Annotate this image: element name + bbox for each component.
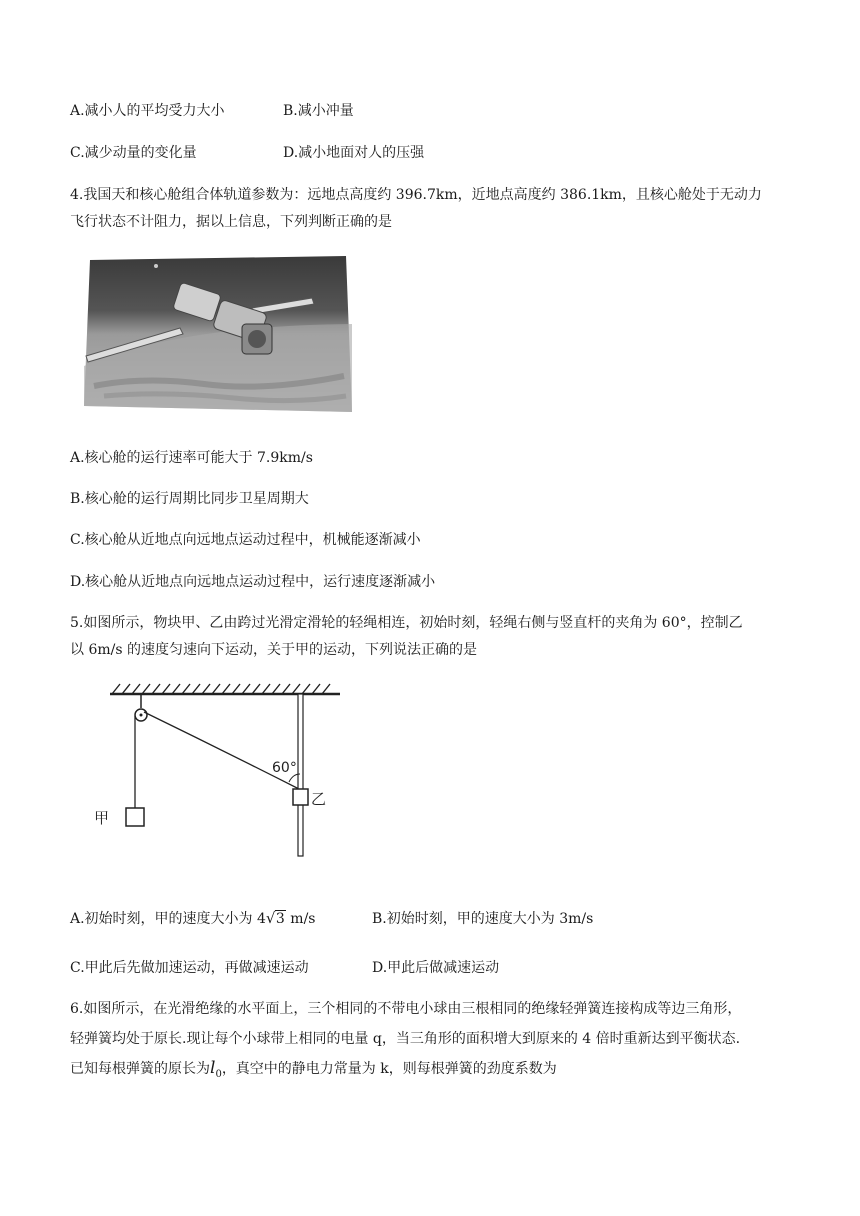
spring-length-subscript: 0 <box>215 1069 222 1080</box>
q4-option-b: B.核心舱的运行周期比同步卫星周期大 <box>70 491 309 507</box>
label-jia: 甲 <box>94 809 110 827</box>
angle-label: 60° <box>272 760 297 776</box>
q4-option-a: A.核心舱的运行速率可能大于 7.9km/s <box>70 450 313 466</box>
label-yi: 乙 <box>311 790 327 808</box>
q6-stem-line3 <box>70 1058 557 1080</box>
q4-stem-line1: 4.我国天和核心舱组合体轨道参数为：远地点高度约 396.7km，近地点高度约 386.1km，且核心舱处于无动力 <box>70 187 762 203</box>
q4-stem-line2: 飞行状态不计阻力，据以上信息，下列判断正确的是 <box>70 214 392 230</box>
q5-option-a-unit: m/s <box>285 911 316 927</box>
q3-option-c: C.减少动量的变化量 <box>70 145 197 161</box>
q6-stem-line2: 轻弹簧均处于原长.现让每个小球带上相同的电量 q，当三角形的面积增大到原来的 4 倍时重新达到平衡状态. <box>70 1031 741 1047</box>
q5-stem-line2: 以 6m/s 的速度匀速向下运动，关于甲的运动，下列说法正确的是 <box>70 642 477 658</box>
q5-stem-line1: 5.如图所示，物块甲、乙由跨过光滑定滑轮的轻绳相连，初始时刻，轻绳右侧与竖直杆的夹角为 60°，控制乙 <box>70 615 743 631</box>
q5-option-a-radicand: 3 <box>275 911 285 927</box>
sqrt-symbol: √ 3 <box>265 909 285 927</box>
rope-right <box>144 712 301 790</box>
q5-option-c: C.甲此后先做加速运动，再做减速运动 <box>70 960 309 976</box>
q6-stem-line3-pre: 已知每根弹簧的原长为 <box>70 1061 210 1077</box>
block-yi <box>293 789 308 805</box>
q3-option-b: B.减小冲量 <box>283 103 354 119</box>
pulley-diagram <box>92 680 342 860</box>
q3-option-a: A.减小人的平均受力大小 <box>70 103 225 119</box>
vertical-rod <box>298 694 303 856</box>
q5-option-a <box>70 908 315 928</box>
q6-stem-line1: 6.如图所示，在光滑绝缘的水平面上，三个相同的不带电小球由三根相同的绝缘轻弹簧连接构成等边三角形， <box>70 1001 742 1017</box>
q6-stem-line3-post: ，真空中的静电力常量为 k，则每根弹簧的劲度系数为 <box>221 1061 557 1077</box>
q4-option-d: D.核心舱从近地点向远地点运动过程中，运行速度逐渐减小 <box>70 574 436 590</box>
q5-option-d: D.甲此后做减速运动 <box>372 960 500 976</box>
block-jia <box>126 808 144 826</box>
spring-length-symbol: l <box>210 1058 216 1078</box>
q5-option-a-prefix: A.初始时刻，甲的速度大小为 4 <box>70 911 266 927</box>
q3-option-d: D.减小地面对人的压强 <box>283 145 425 161</box>
q4-option-c: C.核心舱从近地点向远地点运动过程中，机械能逐渐减小 <box>70 532 421 548</box>
q5-option-b: B.初始时刻，甲的速度大小为 3m/s <box>372 911 594 927</box>
space-station-photo <box>84 256 352 412</box>
